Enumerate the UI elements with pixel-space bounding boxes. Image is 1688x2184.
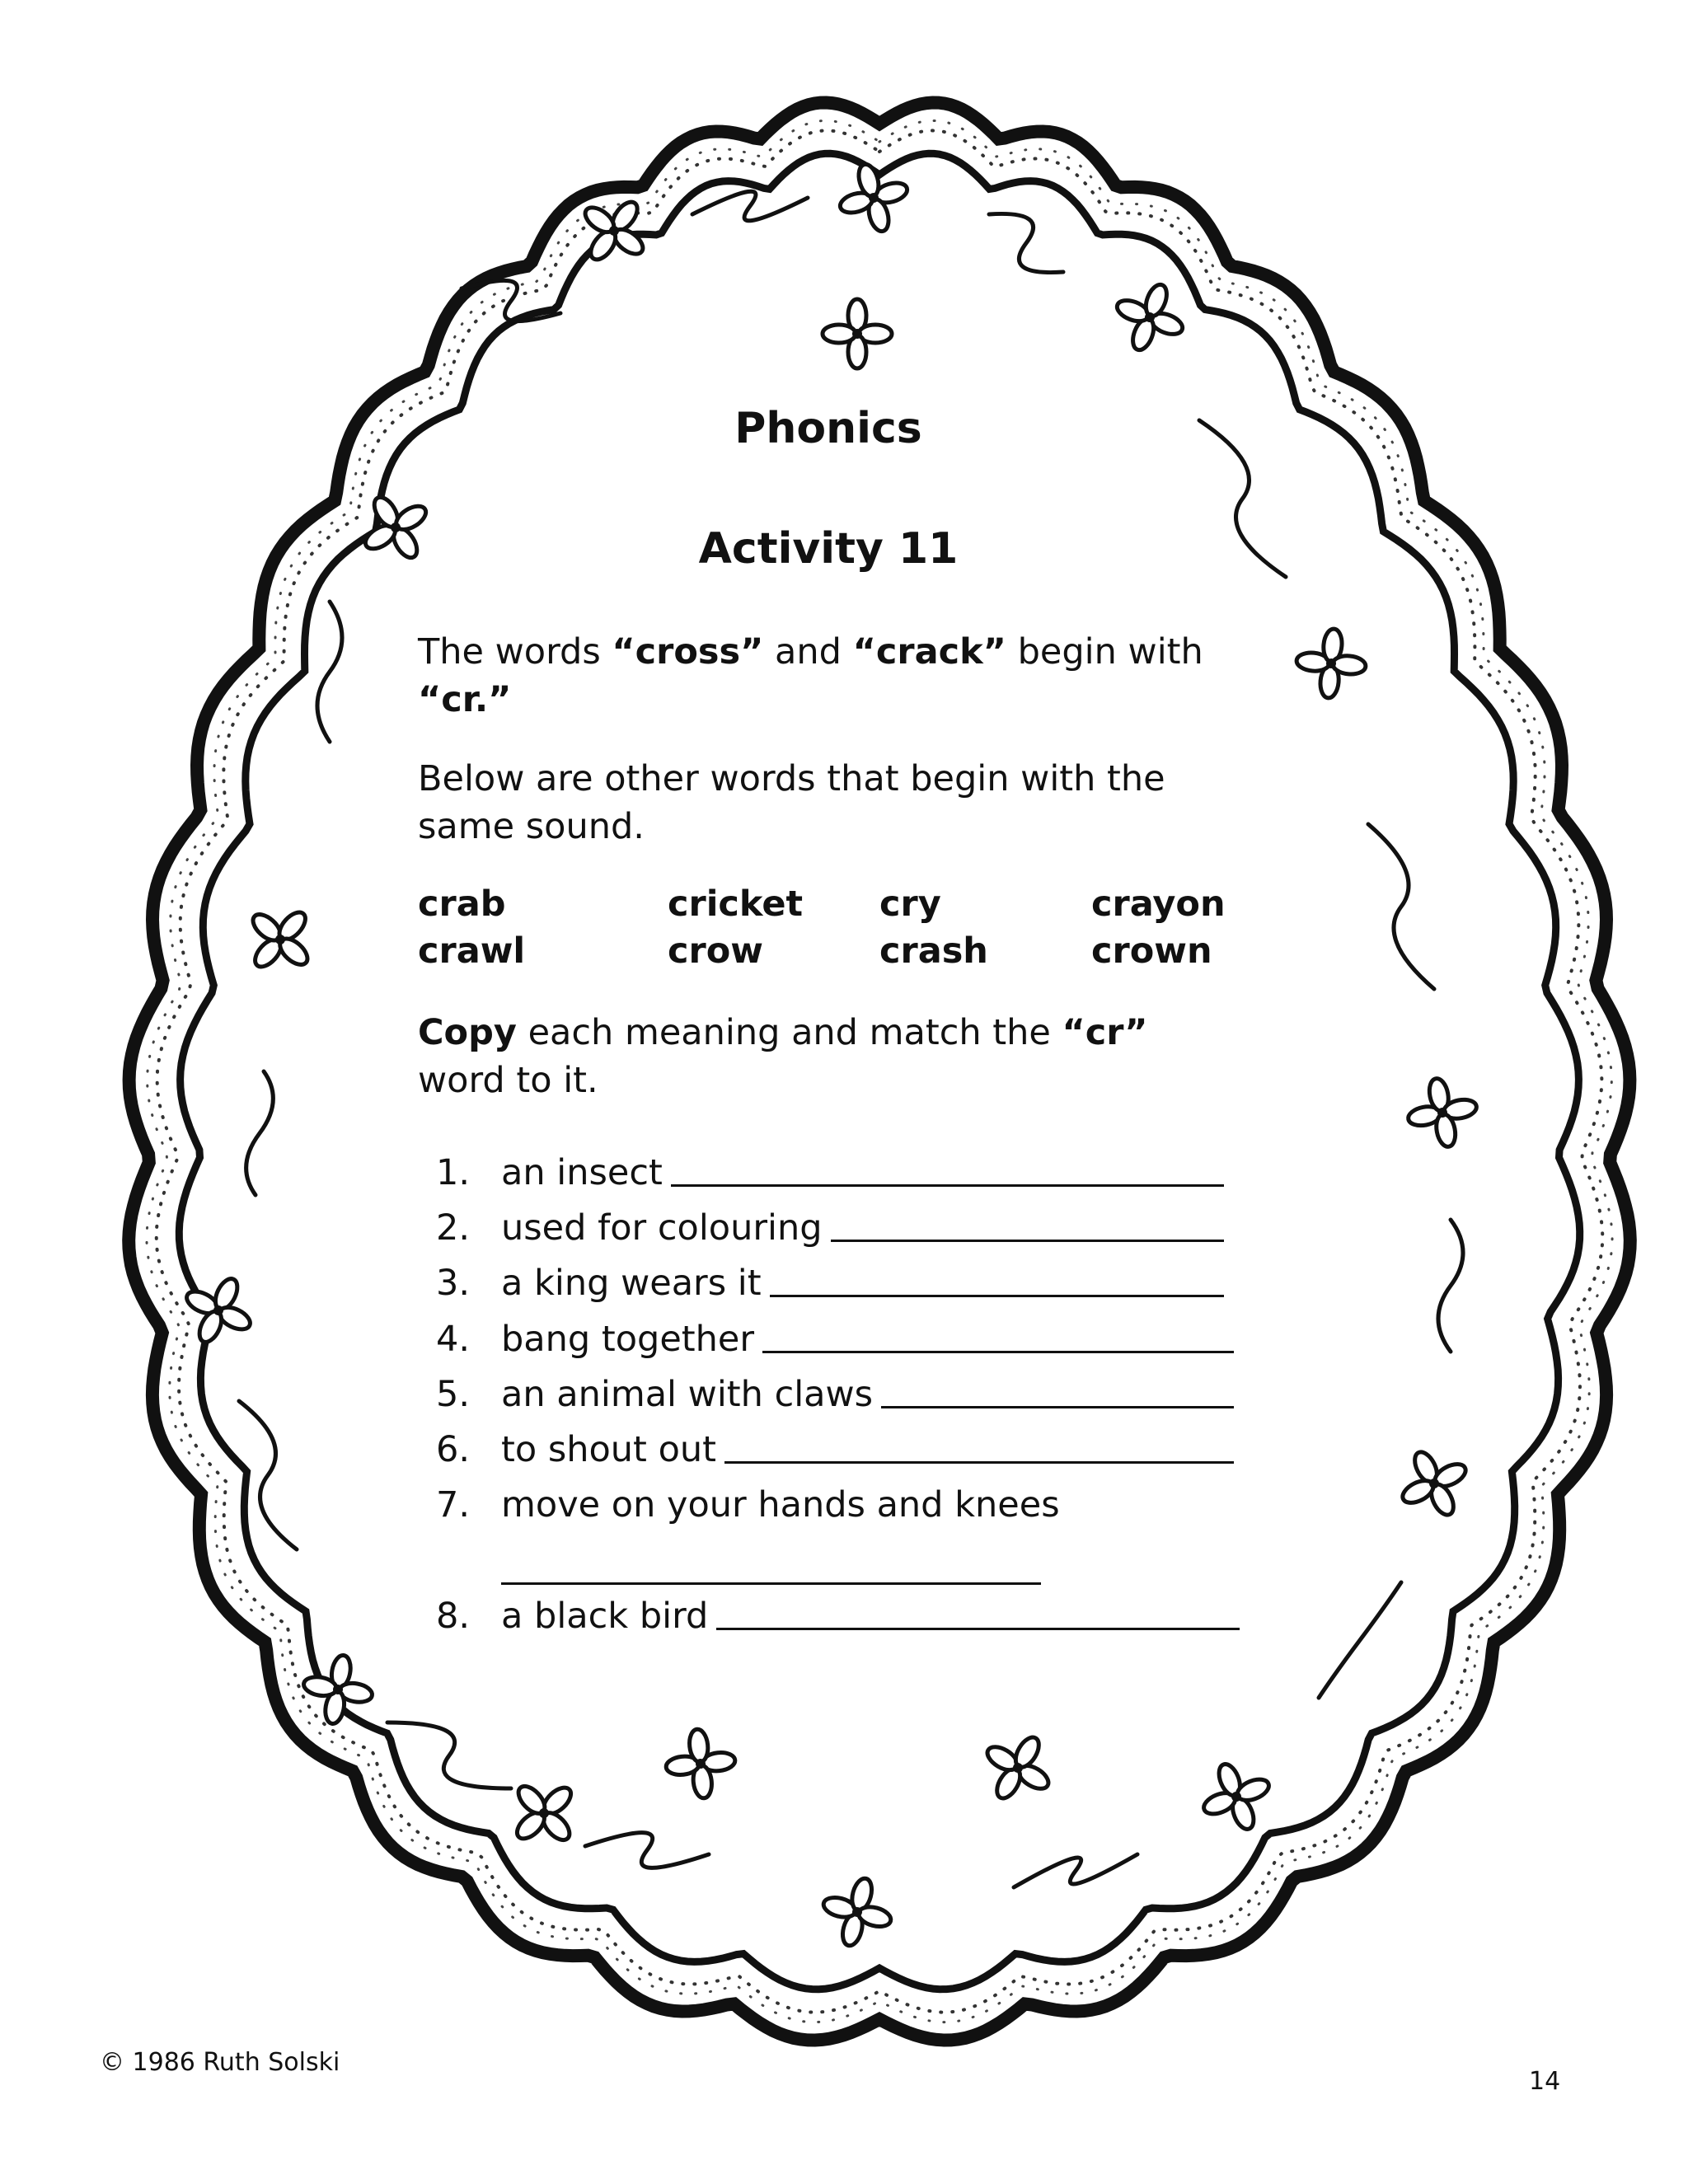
word-bank-word: crow (668, 930, 763, 972)
word-bank-word: cricket (668, 883, 804, 925)
item-number: 2. (436, 1207, 471, 1249)
exercise-item (436, 1263, 1224, 1304)
answer-line[interactable] (770, 1295, 1224, 1297)
exercise-item (436, 1374, 1234, 1415)
copyright-notice: © 1986 Ruth Solski (100, 2048, 340, 2077)
answer-line[interactable] (671, 1184, 1224, 1187)
exercise-item (436, 1429, 1234, 1470)
item-text: a king wears it (501, 1263, 762, 1304)
word-bank-word: crash (879, 930, 988, 972)
below-line-2: same sound. (418, 806, 645, 847)
item-number: 8. (436, 1596, 471, 1637)
item-number: 5. (436, 1374, 471, 1415)
activity-heading: Activity 11 (698, 524, 959, 574)
item-text: an animal with claws (501, 1374, 874, 1415)
word-bank-word: cry (879, 883, 941, 925)
exercise-item (436, 1596, 1240, 1637)
word-bank-word: crawl (418, 930, 526, 972)
item-text: used for colouring (501, 1207, 823, 1249)
word-bank-word: crayon (1091, 883, 1226, 925)
item-text: move on your hands and knees (501, 1484, 1060, 1526)
page-number: 14 (1529, 2067, 1561, 2096)
item-text: an insect (501, 1152, 663, 1193)
word-bank-word: crab (418, 883, 506, 925)
below-line-1: Below are other words that begin with the (418, 758, 1165, 799)
word-bank-word: crown (1091, 930, 1212, 972)
item-number: 1. (436, 1152, 471, 1193)
answer-line[interactable] (762, 1351, 1234, 1353)
item-number: 7. (436, 1484, 471, 1526)
intro-line-1: The words “cross” and “crack” begin with (418, 631, 1203, 673)
item-number: 3. (436, 1263, 471, 1304)
answer-line[interactable] (831, 1240, 1225, 1242)
exercise-item (436, 1319, 1234, 1360)
item-text: bang together (501, 1319, 755, 1360)
answer-line[interactable] (881, 1406, 1234, 1408)
answer-line[interactable] (716, 1628, 1240, 1630)
item-number: 4. (436, 1319, 471, 1360)
item-number: 6. (436, 1429, 471, 1470)
instruction-line-1: Copy each meaning and match the “cr” (418, 1012, 1148, 1053)
exercise-item (436, 1207, 1224, 1249)
intro-line-2: “cr.” (418, 679, 512, 720)
instruction-line-2: word to it. (418, 1060, 598, 1101)
item-text: a black bird (501, 1596, 709, 1637)
page-title: Phonics (734, 404, 922, 453)
exercise-item (436, 1152, 1224, 1193)
item-text: to shout out (501, 1429, 717, 1470)
exercise-item (436, 1484, 1060, 1526)
answer-line[interactable] (724, 1461, 1234, 1464)
answer-line[interactable] (501, 1582, 1041, 1585)
